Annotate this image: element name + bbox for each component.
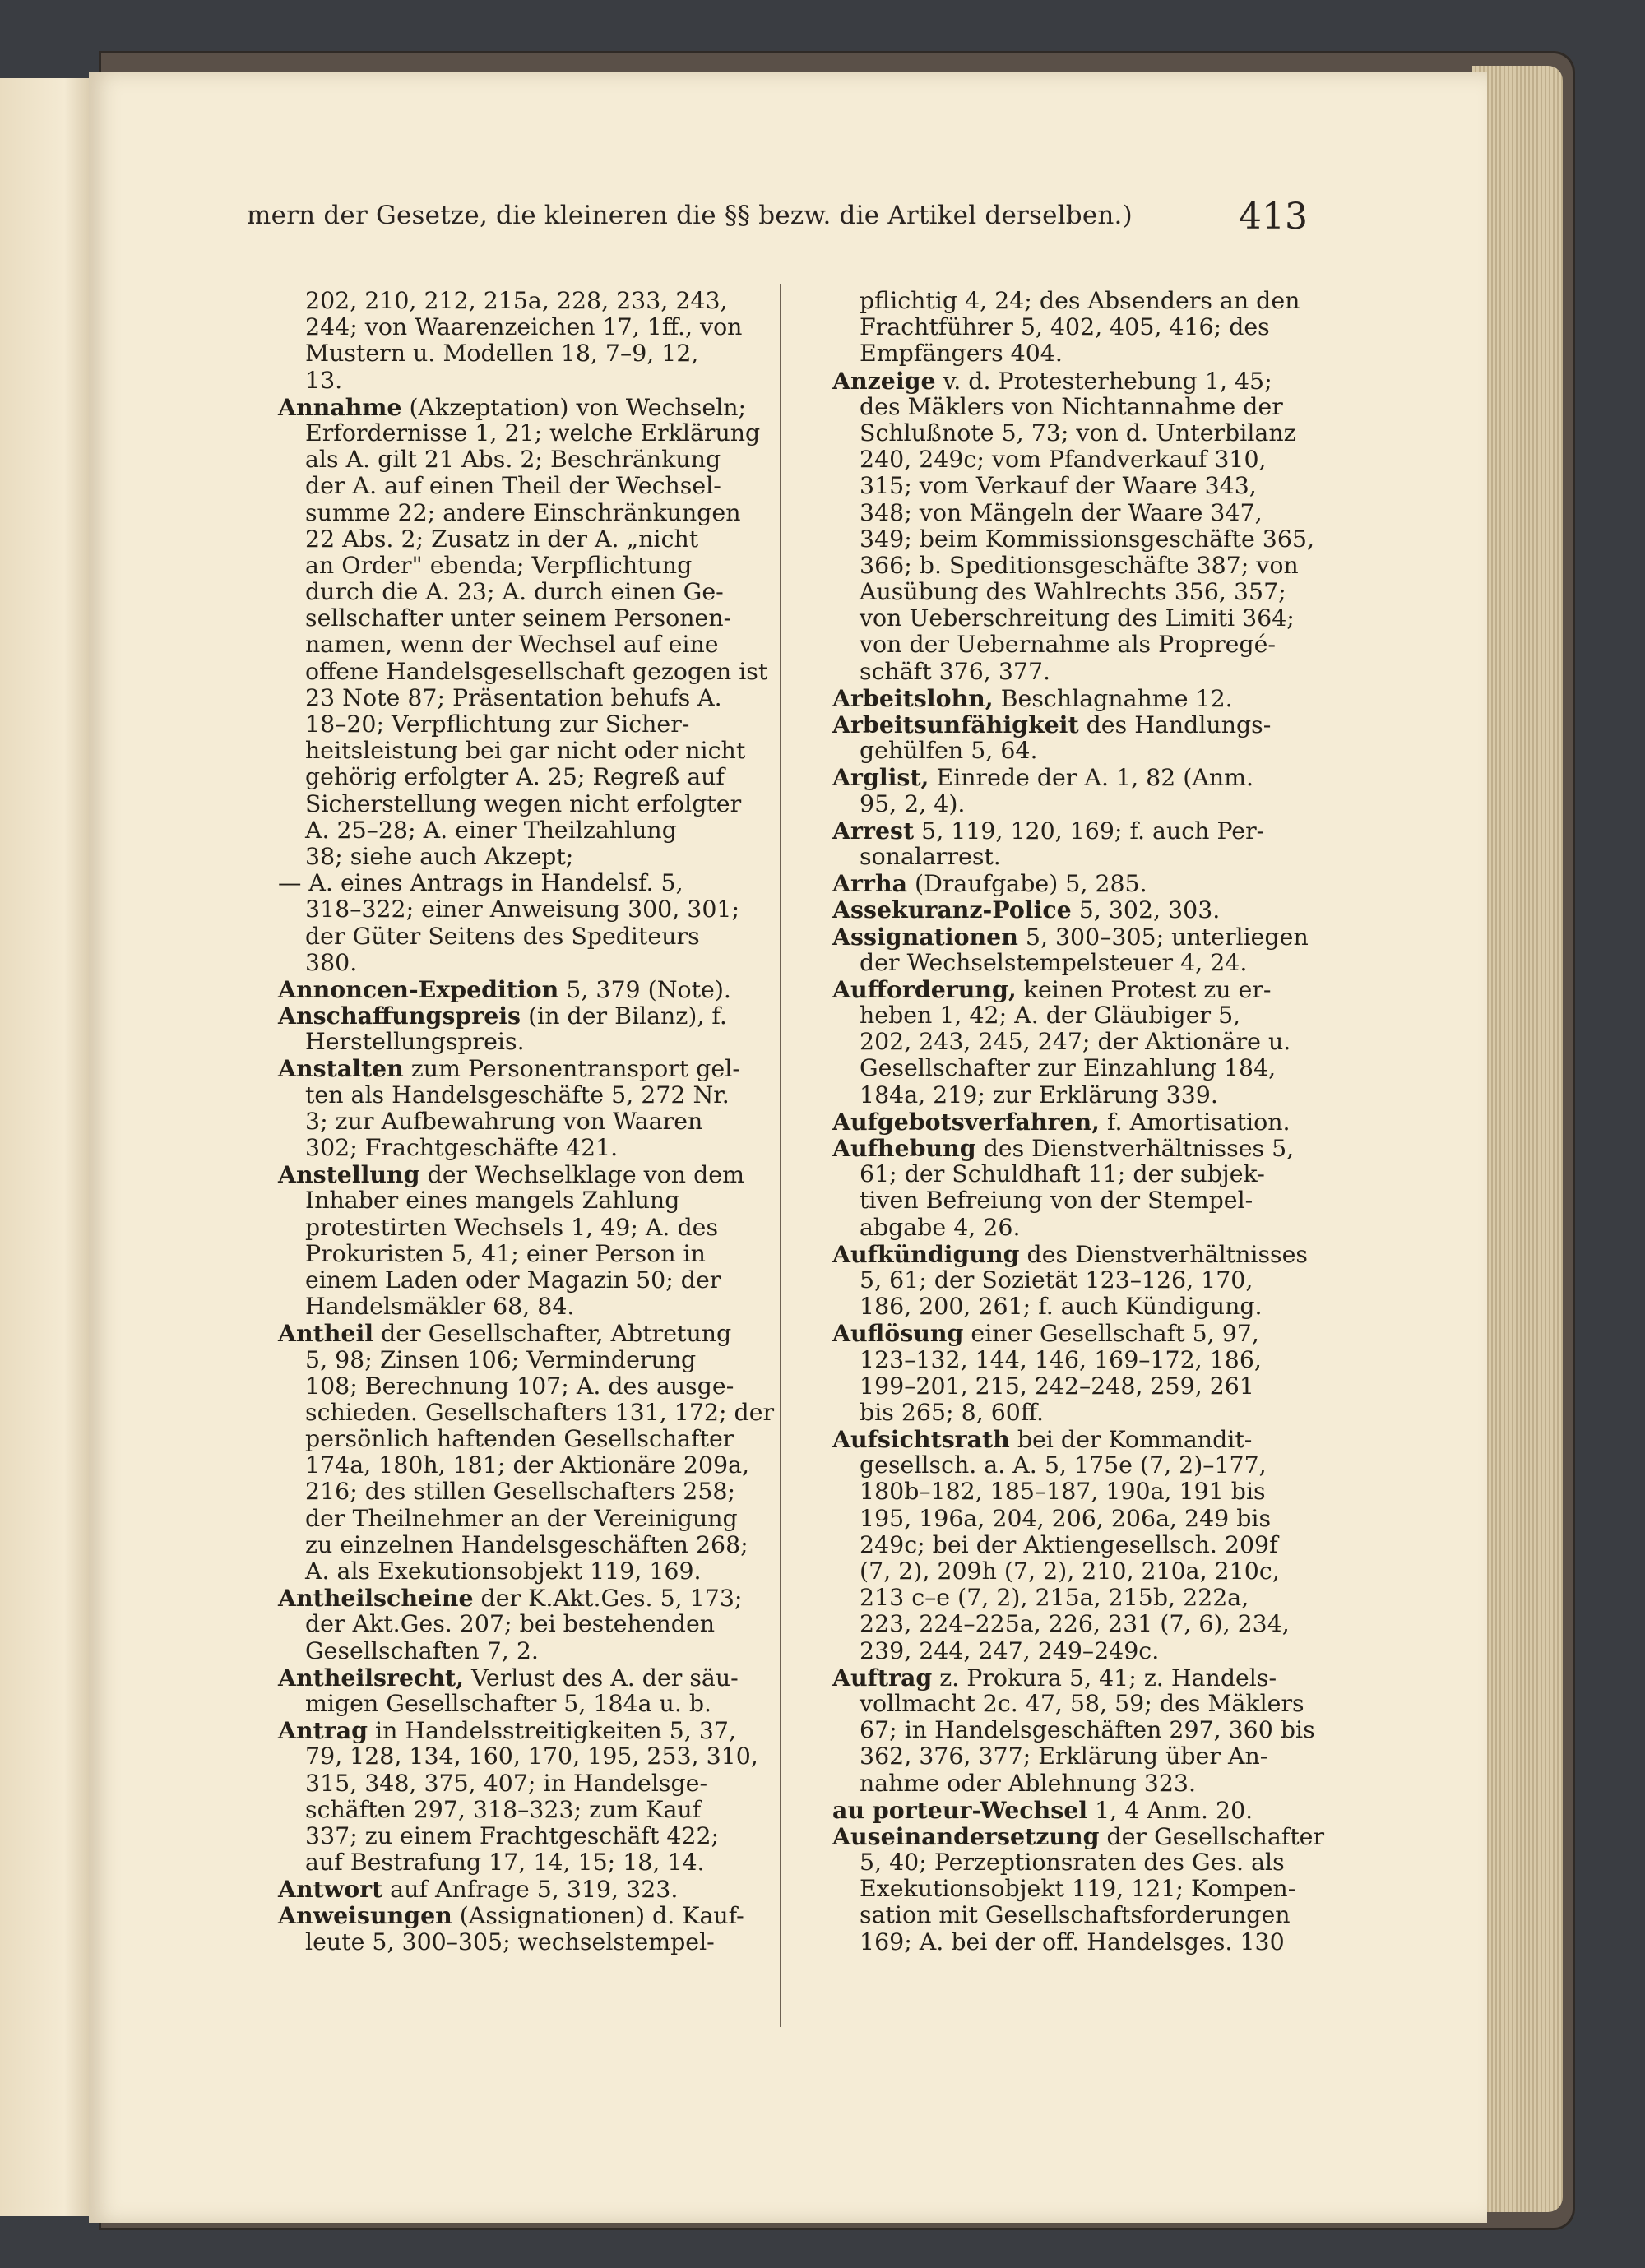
index-line xyxy=(278,420,763,447)
header-text: mern der Gesetze, die kleineren die §§ bezw. die Artikel derselben.) xyxy=(247,201,1133,230)
index-text: 5, 98; Zinsen 106; Verminderung xyxy=(305,1345,697,1373)
index-text: 5, 300–305; unterliegen xyxy=(1017,923,1309,951)
index-text: v. d. Protesterhebung 1, 45; xyxy=(935,367,1272,395)
index-text: des Mäklers von Nichtannahme der xyxy=(860,392,1283,420)
index-line xyxy=(278,711,763,738)
index-text: schieden. Gesellschafters 131, 172; der xyxy=(305,1398,775,1426)
index-text: ten als Handelsgeschäfte 5, 272 Nr. xyxy=(305,1081,730,1109)
index-line xyxy=(832,1902,1318,1928)
index-text: der Theilnehmer an der Vereinigung xyxy=(305,1504,738,1532)
index-text: zum Personentransport gel- xyxy=(403,1055,740,1083)
index-text: 13. xyxy=(305,366,343,394)
index-text: 180b–182, 185–187, 190a, 191 bis xyxy=(860,1478,1266,1506)
index-line xyxy=(832,817,1318,844)
index-headword: Assekuranz-Police xyxy=(832,896,1072,924)
index-text: 5, 379 (Note). xyxy=(558,975,731,1003)
index-line xyxy=(832,1770,1318,1797)
index-text: migen Gesellschafter 5, 184a u. b. xyxy=(305,1689,712,1717)
index-line xyxy=(832,659,1318,685)
index-text: abgabe 4, 26. xyxy=(860,1213,1021,1241)
index-line xyxy=(832,711,1318,738)
index-text: einer Gesellschaft 5, 97, xyxy=(963,1320,1259,1348)
index-line xyxy=(278,288,763,314)
index-line xyxy=(278,1055,763,1081)
index-line xyxy=(832,1294,1318,1320)
index-text: 123–132, 144, 146, 169–172, 186, xyxy=(860,1345,1262,1373)
index-line xyxy=(278,1770,763,1797)
index-text: durch die A. 23; A. durch einen Ge- xyxy=(305,578,724,606)
index-line xyxy=(832,314,1318,340)
index-text: 348; von Mängeln der Waare 347, xyxy=(860,498,1263,526)
index-line xyxy=(832,447,1318,473)
index-text: auf Anfrage 5, 319, 323. xyxy=(382,1876,679,1904)
index-text: 67; in Handelsgeschäften 297, 360 bis xyxy=(860,1716,1315,1744)
index-text: 1, 4 Anm. 20. xyxy=(1087,1796,1253,1824)
index-line xyxy=(278,1479,763,1505)
index-line xyxy=(832,1452,1318,1479)
index-text: zu einzelnen Handelsgeschäften 268; xyxy=(305,1530,748,1558)
index-text: der Gesellschafter xyxy=(1099,1822,1325,1850)
index-text: schäft 376, 377. xyxy=(860,657,1051,685)
index-text: von der Uebernahme als Propregé- xyxy=(860,631,1277,659)
index-text: von Ueberschreitung des Limiti 364; xyxy=(860,604,1295,632)
index-text: 366; b. Speditionsgeschäfte 387; von xyxy=(860,551,1299,579)
index-headword: Anschaffungspreis xyxy=(278,1002,521,1030)
index-text: 23 Note 87; Präsentation behufs A. xyxy=(305,683,722,711)
index-text: 199–201, 215, 242–248, 259, 261 xyxy=(860,1372,1254,1400)
index-line xyxy=(278,923,763,950)
index-text: heitsleistung bei gar nicht oder nicht xyxy=(305,737,746,765)
index-line xyxy=(832,1320,1318,1346)
index-text: der Wechselstempelsteuer 4, 24. xyxy=(860,948,1248,976)
index-text: summe 22; andere Einschränkungen xyxy=(305,498,741,526)
index-line xyxy=(832,1664,1318,1691)
index-line xyxy=(278,632,763,658)
index-text: 249c; bei der Aktiengesellsch. 209f xyxy=(860,1530,1278,1558)
index-line xyxy=(832,1691,1318,1717)
right-column xyxy=(832,287,1325,1956)
index-line xyxy=(832,340,1318,367)
index-line xyxy=(278,1611,763,1637)
index-headword: Annoncen-Expedition xyxy=(278,974,559,1003)
index-line xyxy=(278,976,763,1002)
index-text: tiven Befreiung von der Stempel- xyxy=(860,1187,1253,1215)
index-line xyxy=(832,896,1318,923)
index-line xyxy=(832,1717,1318,1743)
index-line xyxy=(278,1109,763,1135)
index-line xyxy=(832,1400,1318,1426)
index-line xyxy=(278,1187,763,1214)
index-text: in Handelsstreitigkeiten 5, 37, xyxy=(368,1717,736,1745)
index-text: auf Bestrafung 17, 14, 15; 18, 14. xyxy=(305,1849,705,1877)
index-text: 195, 196a, 204, 206, 206a, 249 bis xyxy=(860,1504,1272,1532)
index-line xyxy=(278,657,768,685)
index-line xyxy=(832,1426,1318,1452)
index-text: als A. gilt 21 Abs. 2; Beschränkung xyxy=(305,446,721,474)
index-line xyxy=(278,1267,763,1294)
index-line xyxy=(832,473,1318,499)
index-text: 216; des stillen Gesellschafters 258; xyxy=(305,1478,736,1506)
index-text: 61; der Schuldhaft 11; der subjek- xyxy=(860,1160,1265,1188)
index-line xyxy=(278,817,763,844)
index-headword: Aufkündigung xyxy=(832,1239,1020,1268)
index-line xyxy=(832,1558,1318,1585)
index-line xyxy=(832,1849,1318,1876)
index-headword: Arbeitslohn, xyxy=(832,683,994,712)
index-line xyxy=(278,1135,763,1161)
index-line xyxy=(832,1479,1318,1505)
index-headword: Antwort xyxy=(278,1875,383,1904)
index-text: 5, 302, 303. xyxy=(1071,896,1221,924)
index-text: nahme oder Ablehnung 323. xyxy=(860,1769,1197,1797)
index-text: Ausübung des Wahlrechts 356, 357; xyxy=(860,578,1286,606)
index-line xyxy=(832,394,1318,420)
index-line xyxy=(278,764,763,790)
index-text: sellschafter unter seinem Personen- xyxy=(305,604,732,632)
index-text: Schlußnote 5, 73; von d. Unterbilanz xyxy=(860,419,1296,447)
index-line xyxy=(278,526,763,553)
index-line xyxy=(278,1294,763,1320)
page-number: 413 xyxy=(1239,196,1308,238)
index-line xyxy=(832,976,1318,1002)
index-text: Beschlagnahme 12. xyxy=(993,684,1233,712)
index-text: heben 1, 42; A. der Gläubiger 5, xyxy=(860,1002,1241,1030)
index-text: 22 Abs. 2; Zusatz in der A. „nicht xyxy=(305,525,699,553)
index-line xyxy=(278,844,763,870)
index-headword: Antheilsrecht, xyxy=(278,1663,464,1692)
index-line xyxy=(832,685,1318,711)
index-line xyxy=(832,1215,1318,1241)
index-line xyxy=(278,1797,763,1823)
index-text: namen, wenn der Wechsel auf eine xyxy=(305,631,719,659)
index-line xyxy=(832,1241,1318,1267)
index-line xyxy=(278,1717,763,1743)
index-text: pflichtig 4, 24; des Absenders an den xyxy=(860,287,1300,314)
index-text: Empfängers 404. xyxy=(860,340,1063,368)
index-headword: Anstellung xyxy=(278,1160,420,1189)
index-line xyxy=(832,579,1318,605)
index-headword: Auseinandersetzung xyxy=(832,1821,1100,1850)
index-line xyxy=(278,1241,763,1267)
index-line xyxy=(278,1691,763,1717)
index-line xyxy=(832,1002,1318,1029)
index-line xyxy=(832,1187,1318,1214)
index-text: 349; beim Kommissionsgeschäfte 365, xyxy=(860,525,1315,553)
index-text: f. Amortisation. xyxy=(1100,1108,1291,1136)
index-text: 184a, 219; zur Erklärung 339. xyxy=(860,1081,1218,1109)
index-text: Gesellschaften 7, 2. xyxy=(305,1636,539,1664)
index-line xyxy=(278,579,763,605)
index-text: Herstellungspreis. xyxy=(305,1028,525,1056)
index-line xyxy=(832,1506,1318,1532)
index-text: an Order" ebenda; Verpflichtung xyxy=(305,551,693,579)
index-text: 5, 40; Perzeptionsraten des Ges. als xyxy=(860,1849,1285,1877)
index-headword: Aufsichtsrath xyxy=(832,1425,1010,1454)
index-text: leute 5, 300–305; wechselstempel- xyxy=(305,1928,715,1956)
index-line xyxy=(832,738,1318,764)
index-line xyxy=(832,1585,1318,1611)
index-line xyxy=(832,1797,1318,1823)
index-line xyxy=(832,923,1318,950)
left-column xyxy=(278,287,775,1956)
index-text: Gesellschafter zur Einzahlung 184, xyxy=(860,1054,1277,1082)
index-line xyxy=(832,1876,1318,1902)
index-line xyxy=(278,1082,763,1109)
index-text: (7, 2), 209h (7, 2), 210, 210a, 210c, xyxy=(860,1558,1280,1585)
index-text: keinen Protest zu er- xyxy=(1016,975,1272,1003)
index-text: der K.Akt.Ges. 5, 173; xyxy=(473,1585,743,1613)
index-text: (Assignationen) d. Kauf- xyxy=(452,1902,744,1930)
index-text: A. 25–28; A. einer Theilzahlung xyxy=(305,816,677,844)
index-line xyxy=(832,950,1318,976)
index-text: Einrede der A. 1, 82 (Anm. xyxy=(929,764,1254,792)
index-line xyxy=(278,1743,763,1770)
index-headword: Anzeige xyxy=(832,366,936,395)
index-line xyxy=(832,1929,1318,1956)
index-line xyxy=(278,1558,763,1585)
index-line xyxy=(278,1849,763,1876)
index-text: (in der Bilanz), f. xyxy=(521,1002,727,1030)
index-text: 380. xyxy=(305,948,358,976)
index-line xyxy=(278,870,763,896)
index-line xyxy=(278,950,763,976)
index-text: z. Prokura 5, 41; z. Handels- xyxy=(932,1664,1277,1692)
index-text: 223, 224–225a, 226, 231 (7, 6), 234, xyxy=(860,1610,1290,1638)
index-line xyxy=(832,1109,1318,1135)
index-line xyxy=(832,791,1318,817)
index-text: 5, 61; der Sozietät 123–126, 170, xyxy=(860,1266,1253,1294)
index-line xyxy=(278,1398,775,1426)
index-text: (Akzeptation) von Wechseln; xyxy=(401,393,747,421)
index-headword: Auftrag xyxy=(832,1663,933,1692)
index-text: 315, 348, 375, 407; in Handelsge- xyxy=(305,1769,708,1797)
index-line xyxy=(278,553,763,579)
index-text: 169; A. bei der off. Handelsges. 130 xyxy=(860,1928,1285,1956)
index-text: Exekutionsobjekt 119, 121; Kompen- xyxy=(860,1875,1296,1903)
index-line xyxy=(278,1823,763,1849)
index-headword: Arglist, xyxy=(832,763,929,792)
index-headword: Aufforderung, xyxy=(832,974,1017,1003)
index-line xyxy=(278,738,763,764)
index-text: 202, 243, 245, 247; der Aktionäre u. xyxy=(860,1028,1291,1056)
index-text: Handelsmäkler 68, 84. xyxy=(305,1293,575,1321)
index-text: (Draufgabe) 5, 285. xyxy=(906,870,1147,898)
index-line xyxy=(278,447,763,473)
index-text: 302; Frachtgeschäfte 421. xyxy=(305,1134,619,1161)
index-line xyxy=(832,1055,1318,1081)
index-headword: Aufgebotsverfahren, xyxy=(832,1107,1100,1136)
index-line xyxy=(278,1029,763,1055)
index-line xyxy=(832,844,1318,870)
left-page-edge xyxy=(0,78,92,2216)
index-headword: Arbeitsunfähigkeit xyxy=(832,710,1079,738)
index-line xyxy=(832,1743,1318,1770)
index-line xyxy=(278,1929,763,1956)
index-text: 18–20; Verpflichtung zur Sicher- xyxy=(305,710,690,738)
index-text: 239, 244, 247, 249–249c. xyxy=(860,1636,1160,1664)
index-text: 5, 119, 120, 169; f. auch Per- xyxy=(914,817,1265,845)
index-text: bis 265; 8, 60ff. xyxy=(860,1398,1045,1426)
index-line xyxy=(832,288,1318,314)
index-line xyxy=(832,1611,1318,1637)
index-line xyxy=(832,764,1318,790)
index-line xyxy=(832,1161,1318,1187)
index-text: 174a, 180h, 181; der Aktionäre 209a, xyxy=(305,1451,750,1479)
index-text: Erfordernisse 1, 21; welche Erklärung xyxy=(305,419,761,447)
index-headword: au porteur-Wechsel xyxy=(832,1795,1088,1824)
index-line xyxy=(832,1821,1325,1850)
index-line xyxy=(832,1082,1318,1109)
index-text: 108; Berechnung 107; A. des ausge- xyxy=(305,1372,734,1400)
index-text: gesellsch. a. A. 5, 175e (7, 2)–177, xyxy=(860,1451,1267,1479)
index-line xyxy=(832,500,1318,526)
index-line xyxy=(832,420,1318,447)
index-headword: Antheilscheine xyxy=(278,1584,474,1613)
index-text: des Dienstverhältnisses xyxy=(1019,1240,1308,1268)
index-line xyxy=(832,553,1318,579)
index-line xyxy=(278,1638,763,1664)
index-headword: Antrag xyxy=(278,1716,368,1745)
index-text: des Dienstverhältnisses 5, xyxy=(975,1135,1295,1162)
index-text: 337; zu einem Frachtgeschäft 422; xyxy=(305,1821,720,1849)
index-headword: Anweisungen xyxy=(278,1901,452,1930)
index-text: des Handlungs- xyxy=(1078,711,1272,738)
index-headword: Aufhebung xyxy=(832,1134,976,1162)
index-text: Mustern u. Modellen 18, 7–9, 12, xyxy=(305,340,699,368)
index-line xyxy=(278,1585,763,1611)
index-text: der Wechselklage von dem xyxy=(419,1161,744,1189)
index-text: 318–322; einer Anweisung 300, 301; xyxy=(305,896,740,923)
index-line xyxy=(278,394,763,420)
index-line xyxy=(278,1320,763,1346)
index-text: 244; von Waarenzeichen 17, 1ff., von xyxy=(305,313,743,341)
index-line xyxy=(832,1029,1318,1055)
index-line xyxy=(278,605,763,632)
index-text: Verlust des A. der säu- xyxy=(464,1664,739,1692)
index-headword: Arrha xyxy=(832,869,907,898)
index-line xyxy=(278,368,763,394)
index-text: 202, 210, 212, 215a, 228, 233, 243, xyxy=(305,287,728,314)
index-headword: Anstalten xyxy=(278,1054,404,1083)
index-text: A. als Exekutionsobjekt 119, 169. xyxy=(305,1558,702,1585)
index-text: persönlich haftenden Gesellschafter xyxy=(305,1425,734,1453)
index-text: 362, 376, 377; Erklärung über An- xyxy=(860,1743,1268,1770)
index-line xyxy=(832,632,1318,658)
index-text: Prokuristen 5, 41; einer Person in xyxy=(305,1239,706,1267)
index-line xyxy=(832,1267,1318,1294)
index-text: 38; siehe auch Akzept; xyxy=(305,842,574,870)
index-text: 95, 2, 4). xyxy=(860,789,966,817)
index-text: 186, 200, 261; f. auch Kündigung. xyxy=(860,1293,1263,1321)
index-line xyxy=(832,1135,1318,1161)
index-text: 213 c–e (7, 2), 215a, 215b, 222a, xyxy=(860,1584,1249,1612)
column-divider xyxy=(780,284,781,2027)
index-text: der Gesellschafter, Abtretung xyxy=(373,1320,732,1348)
index-line xyxy=(278,340,763,367)
index-text: schäften 297, 318–323; zum Kauf xyxy=(305,1795,702,1823)
index-text: vollmacht 2c. 47, 58, 59; des Mäklers xyxy=(860,1689,1304,1717)
index-text: Inhaber eines mangels Zahlung xyxy=(305,1187,680,1215)
index-text: einem Laden oder Magazin 50; der xyxy=(305,1266,721,1294)
index-line xyxy=(832,1532,1318,1558)
index-line xyxy=(278,1373,763,1400)
index-text: sonalarrest. xyxy=(860,842,1001,870)
index-line xyxy=(278,1426,763,1452)
index-text: der A. auf einen Theil der Wechsel- xyxy=(305,472,721,500)
index-line xyxy=(278,791,763,817)
index-line xyxy=(278,896,763,923)
index-line xyxy=(278,314,763,340)
index-line xyxy=(832,605,1318,632)
index-line xyxy=(832,1373,1318,1400)
index-line xyxy=(278,1506,763,1532)
index-headword: Arrest xyxy=(832,816,915,845)
index-line xyxy=(278,1347,763,1373)
index-line xyxy=(832,870,1318,896)
index-line xyxy=(832,526,1318,553)
index-headword: Annahme xyxy=(278,392,402,421)
running-header xyxy=(247,196,1308,245)
index-text: 79, 128, 134, 160, 170, 195, 253, 310, xyxy=(305,1743,758,1770)
index-text: 240, 249c; vom Pfandverkauf 310, xyxy=(860,446,1267,474)
index-line xyxy=(278,1902,763,1928)
index-text: 315; vom Verkauf der Waare 343, xyxy=(860,472,1257,500)
index-line xyxy=(832,1347,1318,1373)
index-text: Sicherstellung wegen nicht erfolgter xyxy=(305,789,742,817)
index-line xyxy=(832,1638,1318,1664)
index-line xyxy=(278,1161,763,1187)
index-line xyxy=(278,473,763,499)
index-text: gehörig erfolgter A. 25; Regreß auf xyxy=(305,763,725,791)
index-headword: Antheil xyxy=(278,1319,374,1348)
index-line xyxy=(278,1664,763,1691)
index-headword: Auflösung xyxy=(832,1319,964,1348)
index-line xyxy=(278,1002,763,1029)
index-text: sation mit Gesellschaftsforderungen xyxy=(860,1901,1291,1929)
index-text: offene Handelsgesellschaft gezogen ist xyxy=(305,657,768,685)
index-line xyxy=(832,368,1318,394)
index-line xyxy=(278,1876,763,1902)
index-text: bei der Kommandit- xyxy=(1009,1426,1253,1454)
index-text: der Güter Seitens des Spediteurs xyxy=(305,922,700,950)
index-text: — A. eines Antrags in Handelsf. 5, xyxy=(278,869,683,897)
index-line xyxy=(278,1452,763,1479)
index-line xyxy=(278,500,763,526)
index-headword: Assignationen xyxy=(832,922,1018,951)
index-text: 3; zur Aufbewahrung von Waaren xyxy=(305,1107,703,1135)
index-text: protestirten Wechsels 1, 49; A. des xyxy=(305,1213,719,1241)
index-line xyxy=(278,1215,763,1241)
index-text: Frachtführer 5, 402, 405, 416; des xyxy=(860,313,1270,341)
index-line xyxy=(278,1532,763,1558)
index-line xyxy=(278,685,763,711)
index-text: der Akt.Ges. 207; bei bestehenden xyxy=(305,1610,716,1638)
index-text: gehülfen 5, 64. xyxy=(860,737,1038,765)
